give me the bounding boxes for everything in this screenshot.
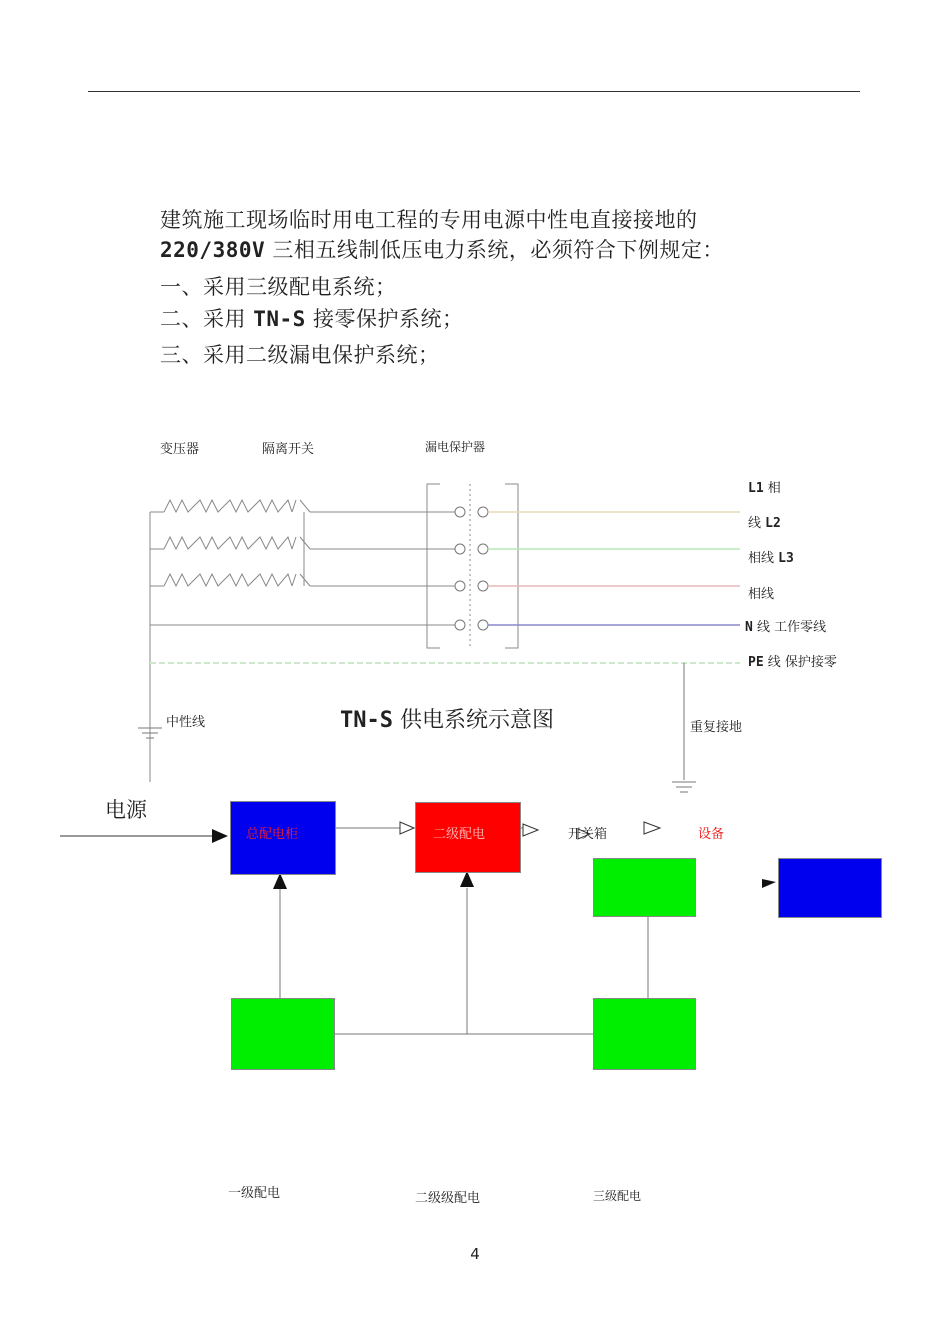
rule-item-2-pre: 二、采用 <box>160 307 254 331</box>
power-source-label: 电源 <box>105 798 147 822</box>
page-number: 4 <box>470 1245 480 1263</box>
rule-item-3: 三、采用二级漏电保护系统； <box>160 343 440 367</box>
level3-box <box>593 998 696 1070</box>
reground-label: 重复接地 <box>690 720 743 735</box>
level1-box <box>231 998 335 1070</box>
n-rest: 线 工作零线 <box>752 620 827 635</box>
rule-item-2-post: 接零保护系统； <box>305 307 464 331</box>
transformer-coil-1 <box>164 500 292 512</box>
isolator-label: 隔离开关 <box>262 442 315 457</box>
l1-label <box>748 477 781 496</box>
l3-pre: 相线 <box>748 551 779 566</box>
diagram-title-rest: 供电系统示意图 <box>392 708 554 733</box>
diagram-title <box>340 703 554 734</box>
phase-label: 相线 <box>748 587 775 602</box>
diagram-title-bold: TN-S <box>340 708 393 733</box>
equipment-box <box>778 858 882 918</box>
rcd-label: 漏电保护器 <box>425 440 486 454</box>
l3-bold: L3 <box>778 551 794 566</box>
l2-pre: 线 <box>748 516 766 531</box>
l1-bold: L1 <box>748 481 764 496</box>
l2-label <box>748 512 781 531</box>
pe-rest: 线 保护接零 <box>763 655 837 670</box>
neutral-label: 中性线 <box>166 715 206 730</box>
transformer-coil-3 <box>164 574 292 586</box>
pe-bold: PE <box>748 655 764 670</box>
transformer-coil-2 <box>164 537 292 549</box>
l3-label <box>748 547 794 566</box>
n-bold: N <box>745 620 753 635</box>
level2-label: 二级级配电 <box>415 1191 481 1206</box>
main-cabinet-label: 总配电柜 <box>246 827 299 842</box>
transformer-label: 变压器 <box>160 442 200 457</box>
switch-box-label: 开关箱 <box>568 827 608 842</box>
level1-label: 一级配电 <box>228 1186 281 1201</box>
switch-box-green <box>593 858 696 917</box>
intro-line-1: 建筑施工现场临时用电工程的专用电源中性电直接接地的 <box>160 208 698 232</box>
l1-rest: 相 <box>763 481 781 496</box>
voltage-text: 220/380V <box>160 238 266 262</box>
second-cabinet-label: 二级配电 <box>433 827 486 842</box>
equipment-label: 设备 <box>698 827 725 842</box>
rule-item-2-bold: TN-S <box>253 307 306 331</box>
pe-line-label <box>748 651 837 670</box>
n-line-label <box>745 616 826 635</box>
level3-label: 三级配电 <box>593 1189 642 1203</box>
rule-item-1: 一、采用三级配电系统； <box>160 275 397 299</box>
intro-line-2-rest: 三相五线制低压电力系统，必须符合下例规定： <box>265 238 724 262</box>
l2-bold: L2 <box>765 516 781 531</box>
